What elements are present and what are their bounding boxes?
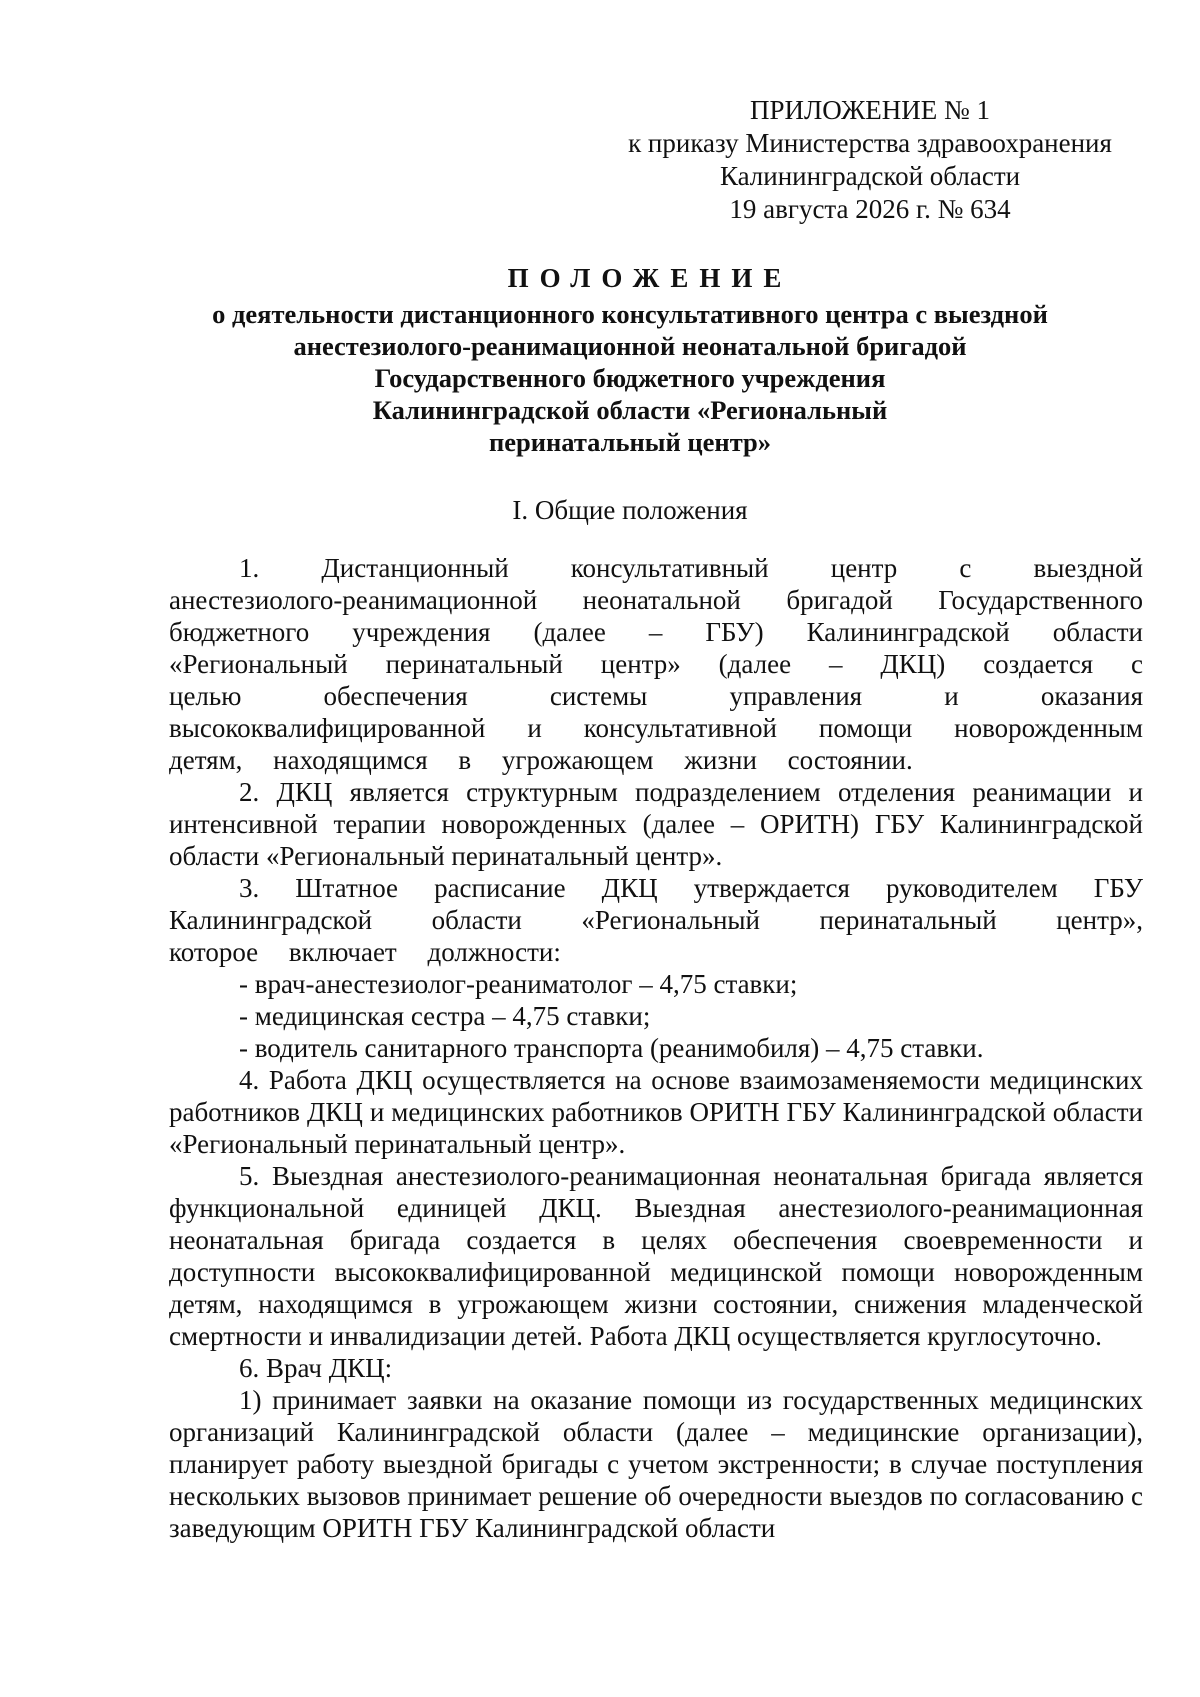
document-title: ПОЛОЖЕНИЕ (507, 263, 793, 293)
subtitle-line: перинатальный центр» (488, 427, 772, 457)
document-body (169, 552, 1143, 1544)
appendix-number: ПРИЛОЖЕНИЕ № 1 (749, 95, 991, 125)
appendix-region: Калининградской области (719, 161, 1021, 191)
paragraph-6-item-1: 1) принимает заявки на оказание помощи из государственных медицинских организаций Калининградской области (далее – медицинские организации), планирует работу выездной бригады с учетом экстренности; в случае поступления нескольких вызовов принимает решение об очередности выездов по согласованию с заведующим ОРИТН ГБУ Калининградской области (169, 1385, 1143, 1543)
subtitle-line: Государственного бюджетного учреждения (374, 363, 886, 393)
title-block (160, 262, 1100, 458)
staff-item: - врач-анестезиолог-реаниматолог – 4,75 ставки; (239, 969, 798, 999)
staff-item: - медицинская сестра – 4,75 ставки; (239, 1001, 651, 1031)
appendix-order-ref: к приказу Министерства здравоохранения (628, 128, 1112, 158)
paragraph-1: 1. Дистанционный консультативный центр с выездной анестезиолого-реанимационной неонатальной бригадой Государственного бюджетного учреждения (далее – ГБУ) Калининградской области «Региональный перинатальный центр» (далее – ДКЦ) создается с целью обеспечения системы управления и оказания высококвалифицированной и консультативной помощи новорожденным детям, находящимся в угрожающем жизни состоянии. (169, 553, 1143, 775)
document-subtitle (160, 298, 1100, 458)
paragraph-4: 4. Работа ДКЦ осуществляется на основе взаимозаменяемости медицинских работников ДКЦ и медицинских работников ОРИТН ГБУ Калининградской области «Региональный перинатальный центр». (169, 1065, 1143, 1159)
subtitle-line: анестезиолого-реанимационной неонатальной бригадой (293, 331, 967, 361)
appendix-date: 19 августа 2026 г. № 634 (729, 194, 1011, 224)
appendix-header (590, 94, 1150, 226)
paragraph-2: 2. ДКЦ является структурным подразделением отделения реанимации и интенсивной терапии новорожденных (далее – ОРИТН) ГБУ Калининградской области «Региональный перинатальный центр». (169, 777, 1143, 871)
paragraph-3: 3. Штатное расписание ДКЦ утверждается руководителем ГБУ Калининградской области «Региональный перинатальный центр», которое включает должности: (169, 873, 1143, 967)
staff-item: - водитель санитарного транспорта (реанимобиля) – 4,75 ставки. (239, 1033, 984, 1063)
subtitle-line: Калининградской области «Региональный (372, 395, 888, 425)
paragraph-5: 5. Выездная анестезиолого-реанимационная неонатальная бригада является функциональной единицей ДКЦ. Выездная анестезиолого-реанимационная неонатальная бригада создается в целях обеспечения своевременности и доступности высококвалифицированной медицинской помощи новорожденным детям, находящимся в угрожающем жизни состоянии, снижения младенческой смертности и инвалидизации детей. Работа ДКЦ осуществляется круглосуточно. (169, 1161, 1143, 1351)
paragraph-6: 6. Врач ДКЦ: (239, 1353, 393, 1383)
subtitle-line: о деятельности дистанционного консультативного центра с выездной (212, 299, 1048, 329)
section-heading: I. Общие положения (512, 495, 748, 525)
